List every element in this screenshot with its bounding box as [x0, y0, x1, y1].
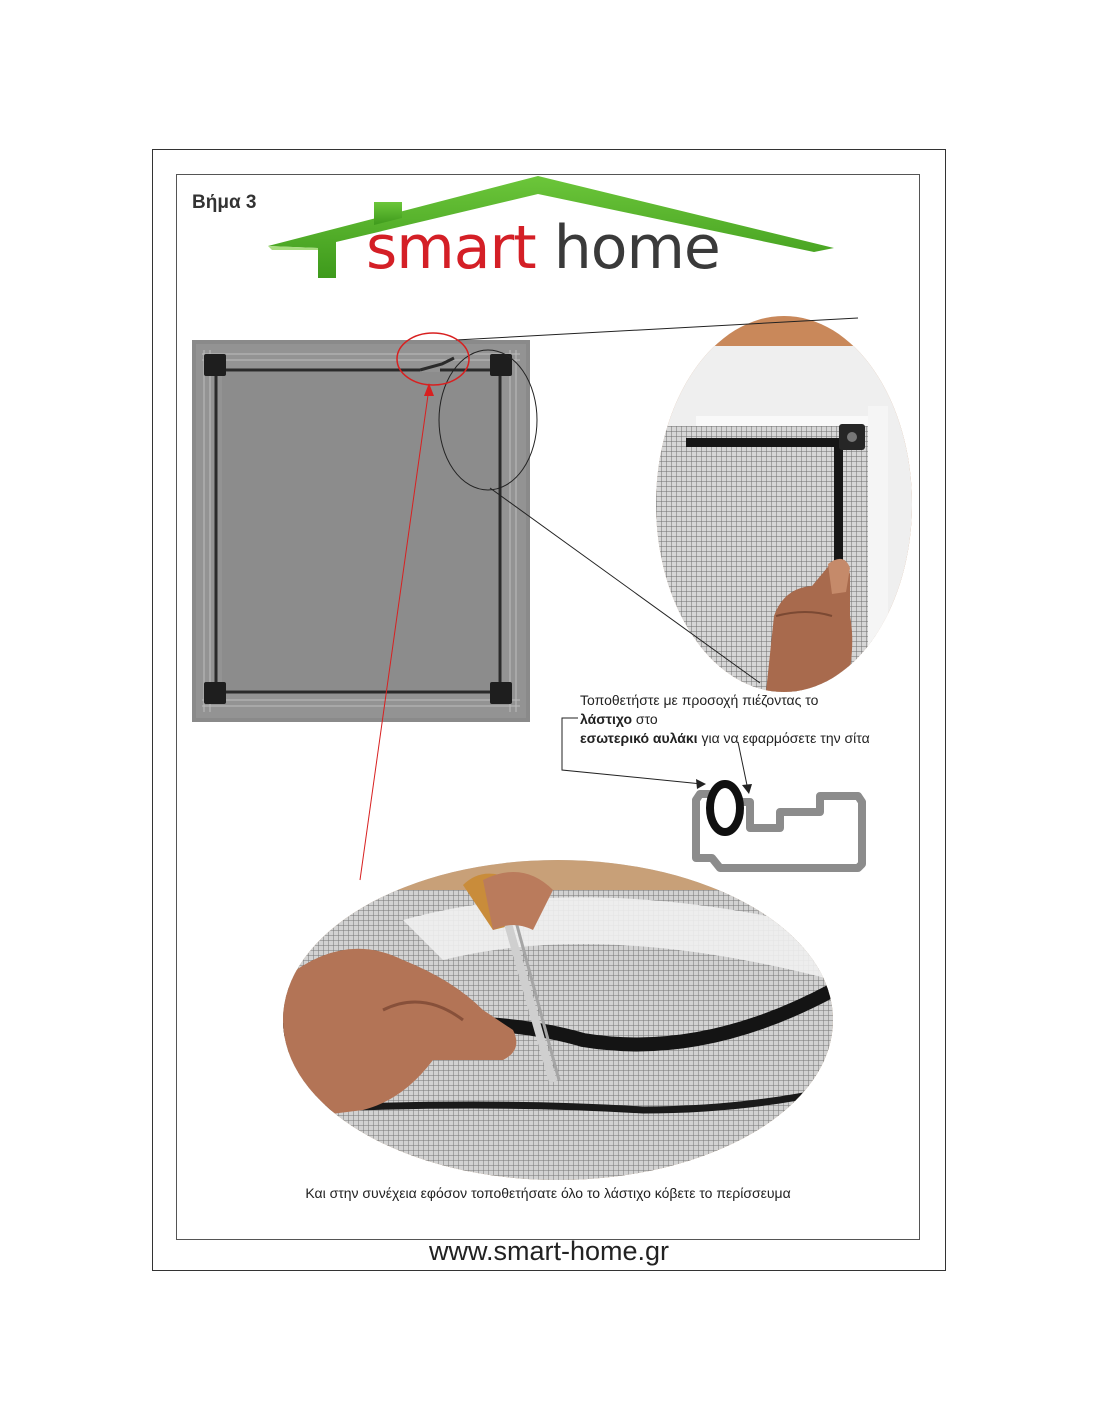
- logo-word-smart: smart: [366, 213, 536, 283]
- cutting-rubber-photo: [283, 860, 833, 1180]
- instruction-rubber-bold: λάστιχο: [580, 711, 633, 727]
- website-url: www.smart-home.gr: [428, 1236, 670, 1266]
- window-screen-diagram: [192, 340, 530, 722]
- instruction-text: [580, 691, 920, 748]
- instruction-line-3: [580, 729, 920, 748]
- instruction-line-2-rest: στο: [632, 711, 658, 727]
- logo-word-home: home: [535, 213, 720, 283]
- instruction-groove-bold: εσωτερικό αυλάκι: [580, 730, 698, 746]
- caption-text: Και στην συνέχεια εφόσον τοποθετήσατε όλο το λάστιχο κόβετε το περίσσευμα: [305, 1185, 791, 1201]
- frame-profile-diagram: [690, 772, 870, 872]
- logo-wordmark: [366, 213, 720, 283]
- instruction-line-2: [580, 710, 920, 729]
- corner-detail-photo: [656, 316, 912, 692]
- step-label: Βήμα 3: [192, 192, 257, 213]
- instruction-line-3-rest: για να εφαρμόσετε την σίτα: [697, 730, 870, 746]
- instruction-line-1: Τοποθετήστε με προσοχή πιέζοντας το: [580, 692, 819, 708]
- smart-home-logo: [266, 170, 836, 290]
